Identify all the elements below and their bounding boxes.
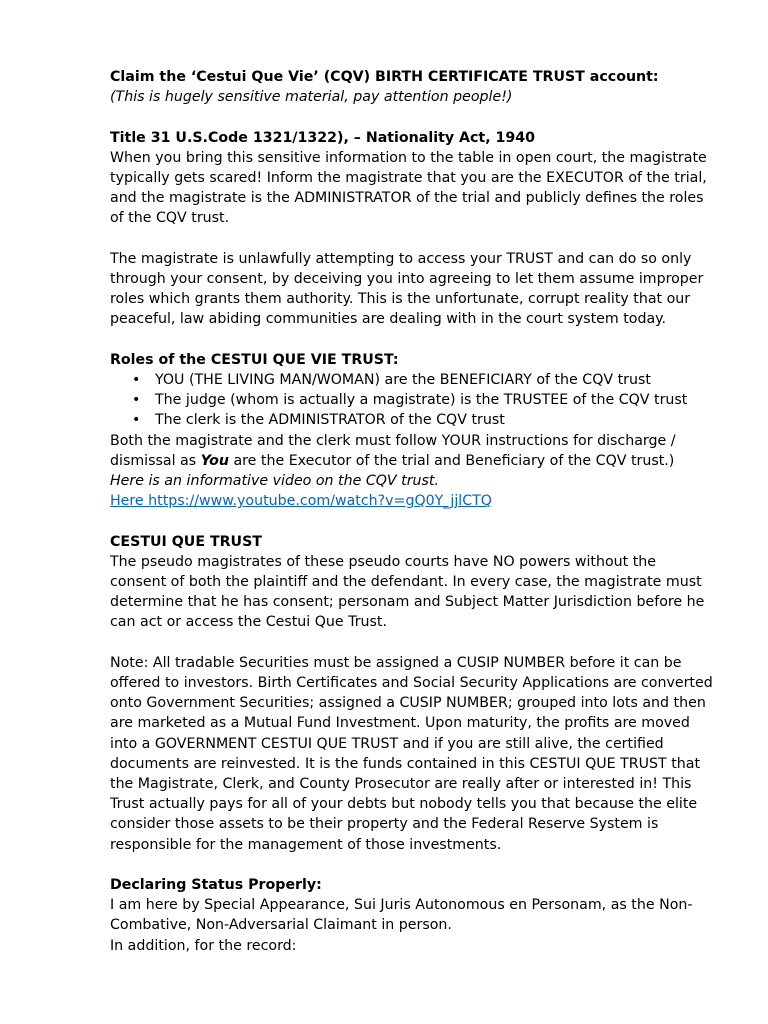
status-heading: Declaring Status Properly: (110, 877, 322, 894)
cestui-que-trust-heading: CESTUI QUE TRUST (110, 533, 262, 550)
intro-paragraph: When you bring this sensitive information to the table in open court, the magistrate typically gets scared! Inform the magistrate that you are the EXECUTOR of the trial, and the magistrate is the ADMINISTRATOR of the trial and publicly defines the roles of the CQV trust. (110, 149, 707, 227)
video-link[interactable]: Here https://www.youtube.com/watch?v=gQ0Y_jjlCTQ (110, 493, 492, 510)
instructions-post: are the Executor of the trial and Beneficiary of the CQV trust.) (228, 452, 675, 469)
law-title: Title 31 U.S.Code 1321/1322), – Nationality Act, 1940 (110, 129, 536, 146)
list-item: • YOU (THE LIVING MAN/WOMAN) are the BENEFICIARY of the CQV trust (155, 370, 715, 390)
video-note: Here is an informative video on the CQV trust. (110, 473, 439, 490)
pseudo-magistrates-paragraph: The pseudo magistrates of these pseudo courts have NO powers without the consent of both the plaintiff and the defendant. In every case, the magistrate must determine that he has consent; personam and Subject Matter Jurisdiction before he can act or access the Cestui Que Trust. (110, 553, 705, 631)
instructions-you: You (200, 452, 229, 469)
record-paragraph: In addition, for the record: (110, 937, 297, 954)
list-item: • The judge (whom is actually a magistrate) is the TRUSTEE of the CQV trust (155, 390, 715, 410)
document-heading: Claim the ‘Cestui Que Vie’ (CQV) BIRTH CERTIFICATE TRUST account: (110, 69, 659, 85)
cusip-note-paragraph: Note: All tradable Securities must be assigned a CUSIP NUMBER before it can be offered to investors. Birth Certificates and Social Security Applications are converted onto Government Securities; assigned a CUSIP NUMBER; grouped into lots and then are marketed as a Mutual Fund Investment. Upon maturity, the profits are moved into a GOVERNMENT CESTUI QUE TRUST and if you are still alive, the certified documents are reinvested. It is the funds contained in this CESTUI QUE TRUST that the Magistrate, Clerk, and County Prosecutor are really after or interested in! This Trust actually pays for all of your debts but nobody tells you that because the elite consider those assets to be their property and the Federal Reserve System is responsible for the management of those investments. (110, 654, 713, 853)
roles-list (110, 370, 715, 431)
instructions-paragraph (110, 431, 715, 471)
document-subheading: (This is hugely sensitive material, pay attention people!) (110, 89, 513, 106)
instructions-pre: Both the magistrate and the clerk must follow YOUR instructions for discharge / dismissal as (110, 432, 676, 469)
list-item: • The clerk is the ADMINISTRATOR of the CQV trust (155, 410, 715, 430)
consent-paragraph: The magistrate is unlawfully attempting to access your TRUST and can do so only through your consent, by deceiving you into agreeing to let them assume improper roles which grants them authority. This is the unfortunate, corrupt reality that our peaceful, law abiding communities are dealing with in the court system today. (110, 250, 704, 328)
roles-heading: Roles of the CESTUI QUE VIE TRUST: (110, 351, 399, 368)
document-page (110, 67, 715, 956)
status-declaration-paragraph: I am here by Special Appearance, Sui Juris Autonomous en Personam, as the Non-Combative, Non-Adversarial Claimant in person. (110, 897, 693, 934)
